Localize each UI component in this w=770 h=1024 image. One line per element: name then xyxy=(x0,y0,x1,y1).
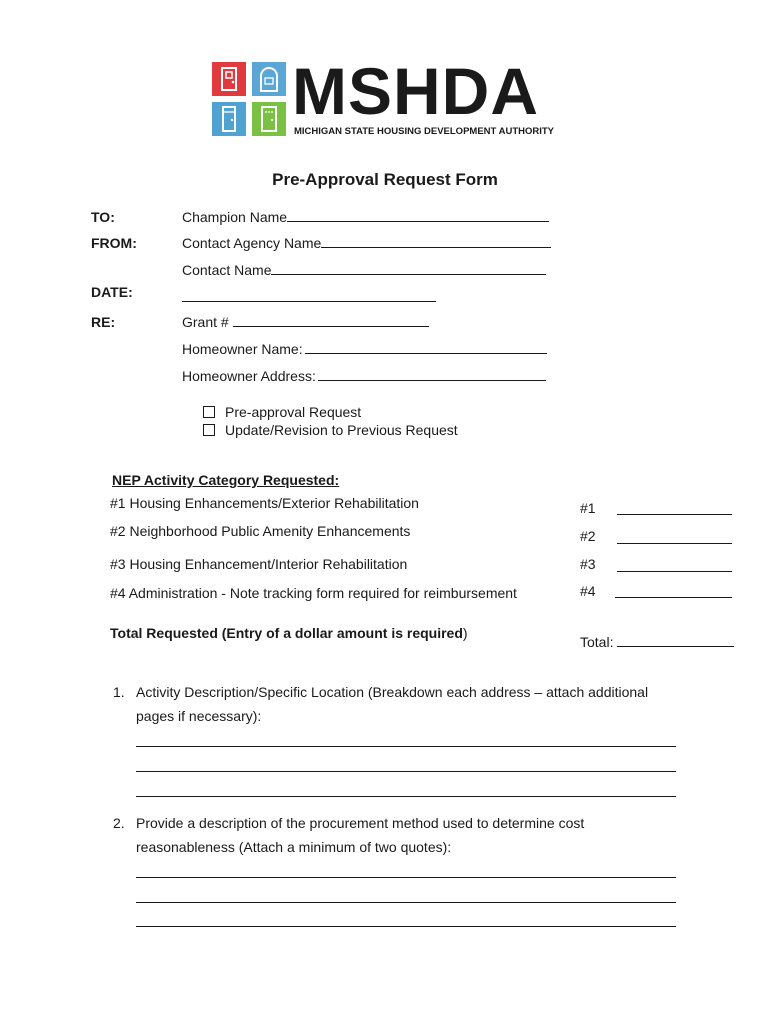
activity-item-1: #1 Housing Enhancements/Exterior Rehabilitation xyxy=(110,495,419,511)
request-type-preapproval[interactable] xyxy=(203,404,361,420)
grant-label: Grant # xyxy=(182,314,229,330)
homeowner-name-label: Homeowner Name: xyxy=(182,341,303,357)
logo-wordmark: MSHDA xyxy=(292,54,539,128)
contact-agency-name-label: Contact Agency Name xyxy=(182,235,322,251)
homeowner-address-label: Homeowner Address: xyxy=(182,368,316,384)
contact-agency-name-field[interactable] xyxy=(182,234,551,251)
preapproval-checkbox[interactable] xyxy=(203,406,215,418)
logo-subtitle: MICHIGAN STATE HOUSING DEVELOPMENT AUTHORITY xyxy=(294,126,555,137)
house-tiles-icon xyxy=(212,62,288,138)
contact-name-label: Contact Name xyxy=(182,262,272,278)
champion-name-label: Champion Name xyxy=(182,209,288,225)
preapproval-label: Pre-approval Request xyxy=(225,404,362,420)
to-label: TO: xyxy=(91,209,115,225)
question-2-answer-line-2[interactable] xyxy=(136,902,676,903)
from-label: FROM: xyxy=(91,235,137,251)
re-label: RE: xyxy=(91,314,116,330)
activity-item-2: #2 Neighborhood Public Amenity Enhancements xyxy=(110,523,411,539)
question-2-text-line2: reasonableness (Attach a minimum of two quotes): xyxy=(136,839,452,855)
question-1-number: 1. xyxy=(113,684,125,700)
mshda-logo xyxy=(212,54,572,142)
activity-item-3: #3 Housing Enhancement/Interior Rehabilitation xyxy=(110,556,408,572)
activity-amount-1[interactable] xyxy=(617,514,732,515)
form-title: Pre-Approval Request Form xyxy=(272,170,498,189)
total-field-label: Total: xyxy=(580,634,614,650)
date-field[interactable] xyxy=(182,287,436,302)
total-field[interactable] xyxy=(580,633,734,650)
activity-amount-2[interactable] xyxy=(617,543,732,544)
request-type-update[interactable] xyxy=(203,422,458,438)
homeowner-name-line[interactable] xyxy=(305,340,547,354)
activity-num-3: #3 xyxy=(580,556,596,572)
homeowner-address-line[interactable] xyxy=(318,367,546,381)
activity-num-4: #4 xyxy=(580,583,596,599)
question-1-text-line1: Activity Description/Specific Location (Breakdown each address – attach additional xyxy=(136,684,649,700)
question-1-text-line2: pages if necessary): xyxy=(136,708,262,724)
homeowner-name-field[interactable] xyxy=(182,340,547,357)
question-2-number: 2. xyxy=(113,815,125,831)
total-amount-line[interactable] xyxy=(617,633,734,647)
question-2-answer-line-3[interactable] xyxy=(136,926,676,927)
total-requested-close: ) xyxy=(462,625,468,641)
question-1-answer-line-3[interactable] xyxy=(136,796,676,797)
date-label: DATE: xyxy=(91,284,133,300)
total-requested-label xyxy=(110,625,468,641)
grant-line[interactable] xyxy=(233,313,429,327)
contact-name-field[interactable] xyxy=(182,261,546,278)
champion-name-line[interactable] xyxy=(287,208,549,222)
activity-amount-4[interactable] xyxy=(615,597,732,598)
champion-name-field[interactable] xyxy=(182,208,549,225)
activity-num-1: #1 xyxy=(580,500,596,516)
contact-name-line[interactable] xyxy=(271,261,546,275)
activity-amount-3[interactable] xyxy=(617,571,732,572)
grant-field[interactable] xyxy=(182,313,429,330)
activity-item-4: #4 Administration - Note tracking form required for reimbursement xyxy=(110,585,517,601)
homeowner-address-field[interactable] xyxy=(182,367,546,384)
contact-agency-name-line[interactable] xyxy=(321,234,551,248)
question-2-text-line1: Provide a description of the procurement method used to determine cost xyxy=(136,815,585,831)
update-checkbox[interactable] xyxy=(203,424,215,436)
total-requested-bold: Total Requested (Entry of a dollar amount is required xyxy=(110,625,463,641)
update-label: Update/Revision to Previous Request xyxy=(225,422,458,438)
question-1-answer-line-2[interactable] xyxy=(136,771,676,772)
activity-num-2: #2 xyxy=(580,528,596,544)
question-1-answer-line-1[interactable] xyxy=(136,746,676,747)
activity-heading: NEP Activity Category Requested: xyxy=(112,472,340,488)
question-2-answer-line-1[interactable] xyxy=(136,877,676,878)
